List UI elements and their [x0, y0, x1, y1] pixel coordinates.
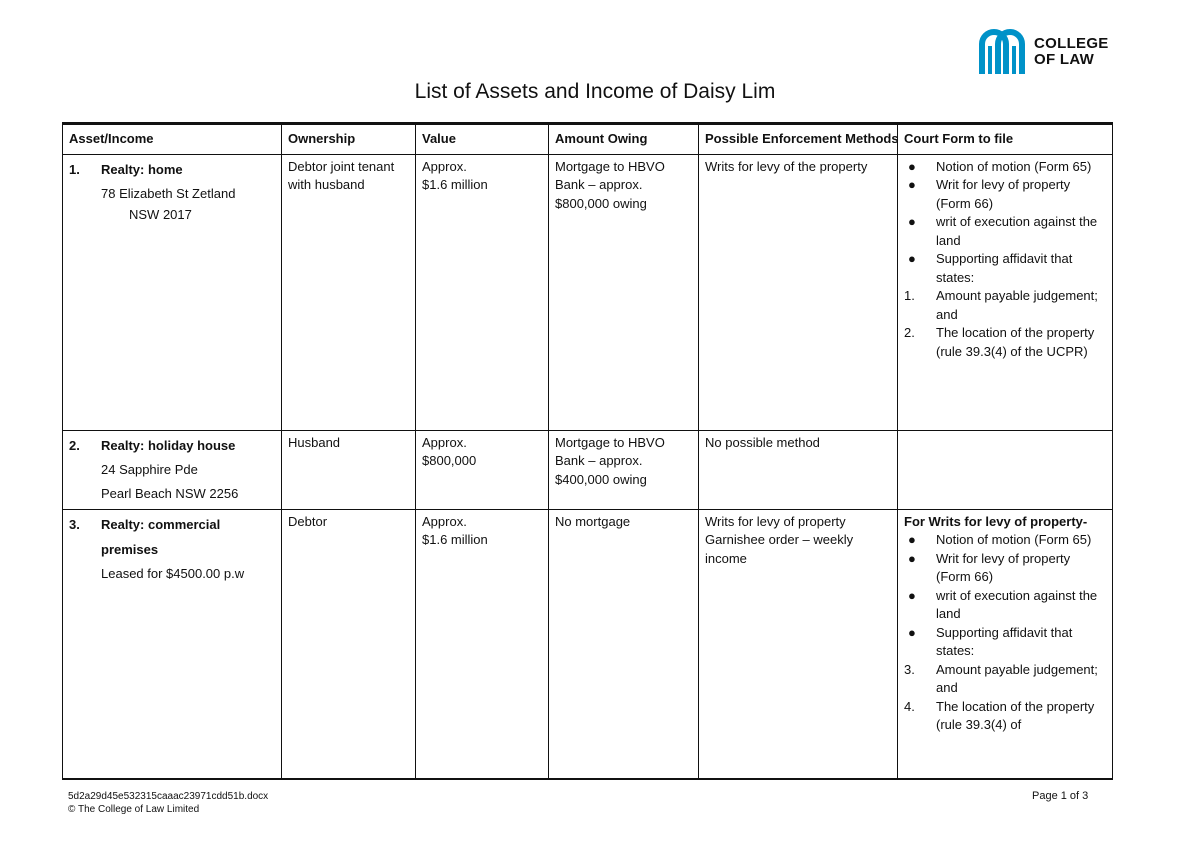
document-filename: 5d2a29d45e532315caaac23971cdd51b.docx — [68, 791, 269, 802]
logo-text — [1034, 36, 1109, 68]
value-line: Approx. — [422, 158, 467, 174]
asset-cell — [63, 509, 282, 779]
assets-table — [62, 122, 1113, 780]
list-number: 3. — [904, 661, 915, 677]
form-list — [904, 158, 1106, 362]
list-item — [904, 698, 1106, 735]
value-line: $1.6 million — [422, 532, 488, 547]
list-number: 4. — [904, 698, 915, 714]
method-line: Writs for levy of the property — [705, 158, 868, 174]
footer-left — [68, 790, 268, 816]
value-line: Approx. — [422, 434, 467, 450]
ownership-cell: Debtor joint tenant with husband — [282, 154, 416, 430]
method-line: Writs for levy of property — [705, 513, 846, 529]
amount-owing-cell: Mortgage to HBVO Bank – approx. $800,000 owing — [549, 154, 699, 430]
bullet-icon: ● — [908, 251, 916, 266]
list-item — [904, 550, 1106, 587]
bullet-icon: ● — [908, 158, 916, 174]
form-item-text: Writ for levy of property (Form 66) — [936, 550, 1071, 584]
asset-detail: Leased for $4500.00 p.w — [101, 565, 245, 581]
form-heading: For Writs for levy of property- — [904, 513, 1088, 529]
ownership-cell: Husband — [282, 430, 416, 509]
table-header-row — [63, 124, 1113, 155]
row-number: 2. — [69, 437, 80, 453]
ownership-cell: Debtor — [282, 509, 416, 779]
enforcement-method-cell — [699, 154, 898, 430]
list-number: 2. — [904, 325, 915, 340]
asset-name: Realty: holiday house — [101, 437, 236, 453]
table-row — [63, 509, 1113, 779]
form-list — [904, 531, 1106, 735]
list-item — [904, 287, 1106, 324]
bullet-icon: ● — [908, 214, 916, 229]
asset-name: Realty: commercial premises — [101, 516, 221, 557]
court-form-cell — [898, 154, 1113, 430]
header-ownership: Ownership — [282, 124, 416, 155]
table-row — [63, 430, 1113, 509]
list-item — [904, 661, 1106, 698]
form-item-text: Supporting affidavit that states: — [936, 251, 1073, 285]
list-item — [904, 624, 1106, 661]
list-item — [904, 587, 1106, 624]
value-line: $800,000 — [422, 453, 477, 468]
form-item-text: The location of the property (rule 39.3(4) of — [936, 698, 1095, 732]
value-cell — [416, 154, 549, 430]
list-item — [904, 158, 1106, 177]
value-cell — [416, 430, 549, 509]
logo-line-2: OF LAW — [1034, 51, 1095, 68]
method-line: No possible method — [705, 434, 820, 450]
header-amount-owing: Amount Owing — [549, 124, 699, 155]
copyright-notice: © The College of Law Limited — [68, 804, 200, 815]
court-form-cell — [898, 430, 1113, 509]
form-item-text: Amount payable judgement; and — [936, 661, 1098, 695]
list-item — [904, 176, 1106, 213]
form-item-text: Notion of motion (Form 65) — [936, 158, 1092, 174]
value-cell — [416, 509, 549, 779]
asset-detail: 24 Sapphire Pde — [101, 461, 198, 477]
form-item-text: Amount payable judgement; and — [936, 288, 1098, 322]
method-line: Garnishee order – weekly income — [705, 532, 854, 566]
bullet-icon: ● — [908, 177, 916, 192]
asset-name: Realty: home — [101, 161, 183, 177]
list-item — [904, 531, 1106, 550]
page-number: Page 1 of 3 — [1032, 790, 1089, 802]
form-item-text: writ of execution against the land — [936, 587, 1098, 621]
bullet-icon: ● — [908, 550, 916, 566]
list-number: 1. — [904, 288, 915, 303]
college-of-law-logo — [978, 28, 1109, 76]
list-item — [904, 324, 1106, 361]
list-item — [904, 213, 1106, 250]
bullet-icon: ● — [908, 532, 916, 547]
value-line: $1.6 million — [422, 177, 488, 192]
bullet-icon: ● — [908, 624, 916, 640]
amount-owing-cell: Mortgage to HBVO Bank – approx. $400,000 owing — [549, 430, 699, 509]
enforcement-method-cell — [699, 509, 898, 779]
form-item-text: Notion of motion (Form 65) — [936, 532, 1092, 547]
header-enforcement-methods: Possible Enforcement Methods — [699, 124, 898, 155]
court-form-cell — [898, 509, 1113, 779]
row-number: 3. — [69, 516, 80, 532]
asset-detail: 78 Elizabeth St Zetland — [101, 185, 236, 201]
form-item-text: writ of execution against the land — [936, 214, 1098, 248]
asset-detail: Pearl Beach NSW 2256 — [101, 485, 239, 501]
header-court-form: Court Form to file — [898, 124, 1113, 155]
asset-detail: NSW 2017 — [129, 206, 192, 222]
form-item-text: Supporting affidavit that states: — [936, 624, 1073, 658]
table-row — [63, 154, 1113, 430]
asset-cell — [63, 430, 282, 509]
enforcement-method-cell — [699, 430, 898, 509]
asset-cell — [63, 154, 282, 430]
bullet-icon: ● — [908, 587, 916, 603]
form-item-text: The location of the property (rule 39.3(4) of the UCPR) — [936, 325, 1095, 359]
amount-owing-cell: No mortgage — [549, 509, 699, 779]
value-line: Approx. — [422, 513, 467, 529]
college-logo-icon — [978, 28, 1026, 76]
logo-line-1: COLLEGE — [1034, 35, 1109, 52]
header-value: Value — [416, 124, 549, 155]
form-item-text: Writ for levy of property (Form 66) — [936, 177, 1071, 211]
document-title: List of Assets and Income of Daisy Lim — [414, 80, 776, 103]
list-item — [904, 250, 1106, 287]
row-number: 1. — [69, 161, 80, 177]
header-asset-income: Asset/Income — [63, 124, 282, 155]
